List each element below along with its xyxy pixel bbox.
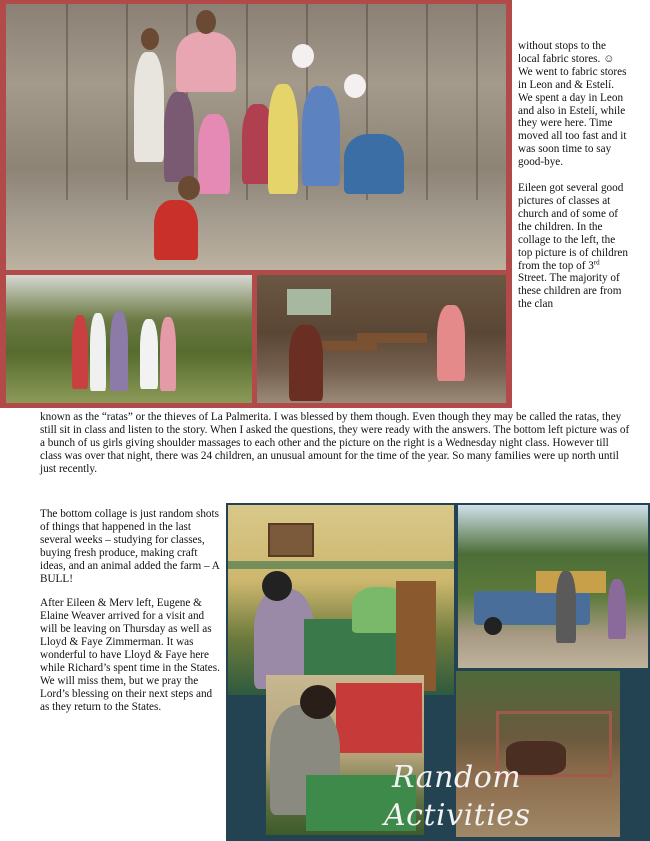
top-photo-collage [0,0,512,408]
shoulder-massage-photo [6,275,252,403]
right-para-1: without stops to the local fabric stores. ☺ We went to fabric stores in Leon and & Estelí. We spent a day in Leon and also in Estelí, while they were here. Time moved all too fast and it was soon time to say good-bye. [518,40,627,169]
collage-caption [384,759,552,835]
right-para-2: Eileen got several good pictures of classes at church and of some of the children. In the collage to the left, the top picture is of children from the top of 3rd Street. The majority of these children are from the clan [518,182,628,311]
caption-line-1: Random [392,760,522,795]
left-column-text [40,508,220,714]
right-column-text [518,40,630,311]
studying-photo [228,505,454,695]
wide-paragraph: known as the “ratas” or the thieves of La Palmerita. I was blessed by them though. Even though they may be called the ratas, they still sit in class and listen to the story. When I asked the questions, they were ready with the answers. The bottom left picture was of a bunch of us girls giving shoulder massages to each other and the picture on the right is a Wednesday night class. However till class was over that night, there was 24 children, an unusual amount for the time of the year. So many families were up north until just recently. [40,411,630,475]
wednesday-class-photo [257,275,506,403]
produce-truck-photo [458,505,648,668]
left-para-1: The bottom collage is just random shots of things that happened in the last several weeks – studying for classes, buying fresh produce, making craft ideas, and an animal added the farm – A BULL! [40,508,220,585]
caption-line-2: Activities [384,798,531,833]
children-group-photo [6,4,506,270]
left-para-2: After Eileen & Merv left, Eugene & Elaine Weaver arrived for a visit and will be leaving on Thursday as well as Lloyd & Faye Zimmerman. It was wonderful to have Lloyd & Faye here while Richard’s spent time in the States. We will miss them, but we pray the Lord’s blessing on their next steps and as they return to the States. [40,597,220,713]
